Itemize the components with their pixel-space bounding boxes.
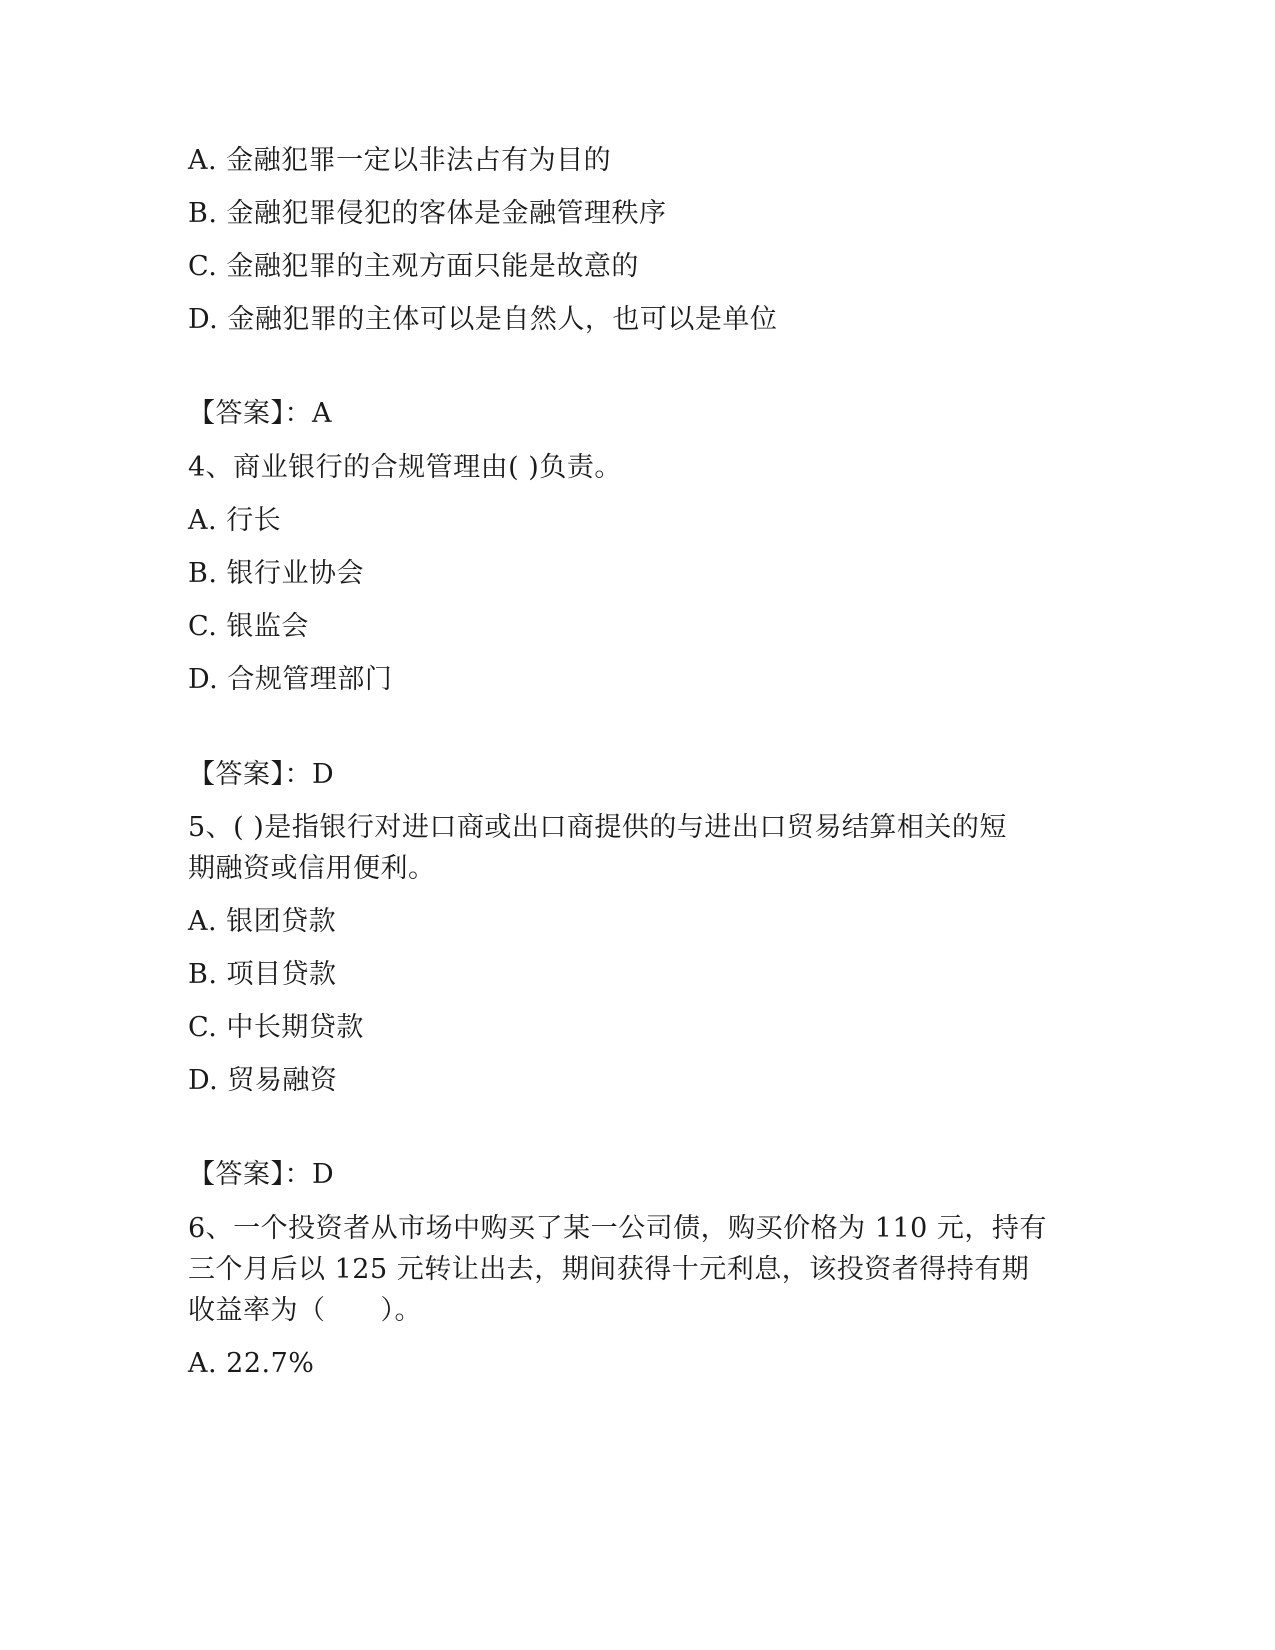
question-5-line-1: 5、( )是指银行对进口商或出口商提供的与进出口贸易结算相关的短	[188, 812, 1007, 843]
question-4: 4、商业银行的合规管理由( )负责。	[188, 452, 622, 483]
question-5-line-2: 期融资或信用便利。	[188, 853, 436, 884]
option-b: B. 项目贷款	[188, 959, 337, 990]
answer: 【答案】：D	[188, 1159, 335, 1190]
answer: 【答案】：D	[188, 759, 335, 790]
option-a: A. 22.7%	[188, 1348, 315, 1379]
option-b: B. 金融犯罪侵犯的客体是金融管理秩序	[188, 198, 667, 229]
option-a: A. 金融犯罪一定以非法占有为目的	[188, 145, 612, 176]
answer: 【答案】：A	[188, 398, 332, 429]
option-d: D. 合规管理部门	[188, 664, 393, 695]
option-d: D. 金融犯罪的主体可以是自然人，也可以是单位	[188, 304, 778, 335]
option-a: A. 行长	[188, 505, 282, 536]
option-a: A. 银团贷款	[188, 906, 337, 937]
option-b: B. 银行业协会	[188, 558, 365, 589]
question-6-line-1: 6、一个投资者从市场中购买了某一公司债，购买价格为 110 元，持有	[188, 1213, 1047, 1244]
option-c: C. 金融犯罪的主观方面只能是故意的	[188, 251, 639, 282]
option-c: C. 银监会	[188, 611, 309, 642]
option-d: D. 贸易融资	[188, 1065, 338, 1096]
question-6-line-3: 收益率为（ ）。	[188, 1295, 422, 1326]
option-c: C. 中长期贷款	[188, 1012, 364, 1043]
question-6-line-2: 三个月后以 125 元转让出去，期间获得十元利息，该投资者得持有期	[188, 1254, 1030, 1285]
